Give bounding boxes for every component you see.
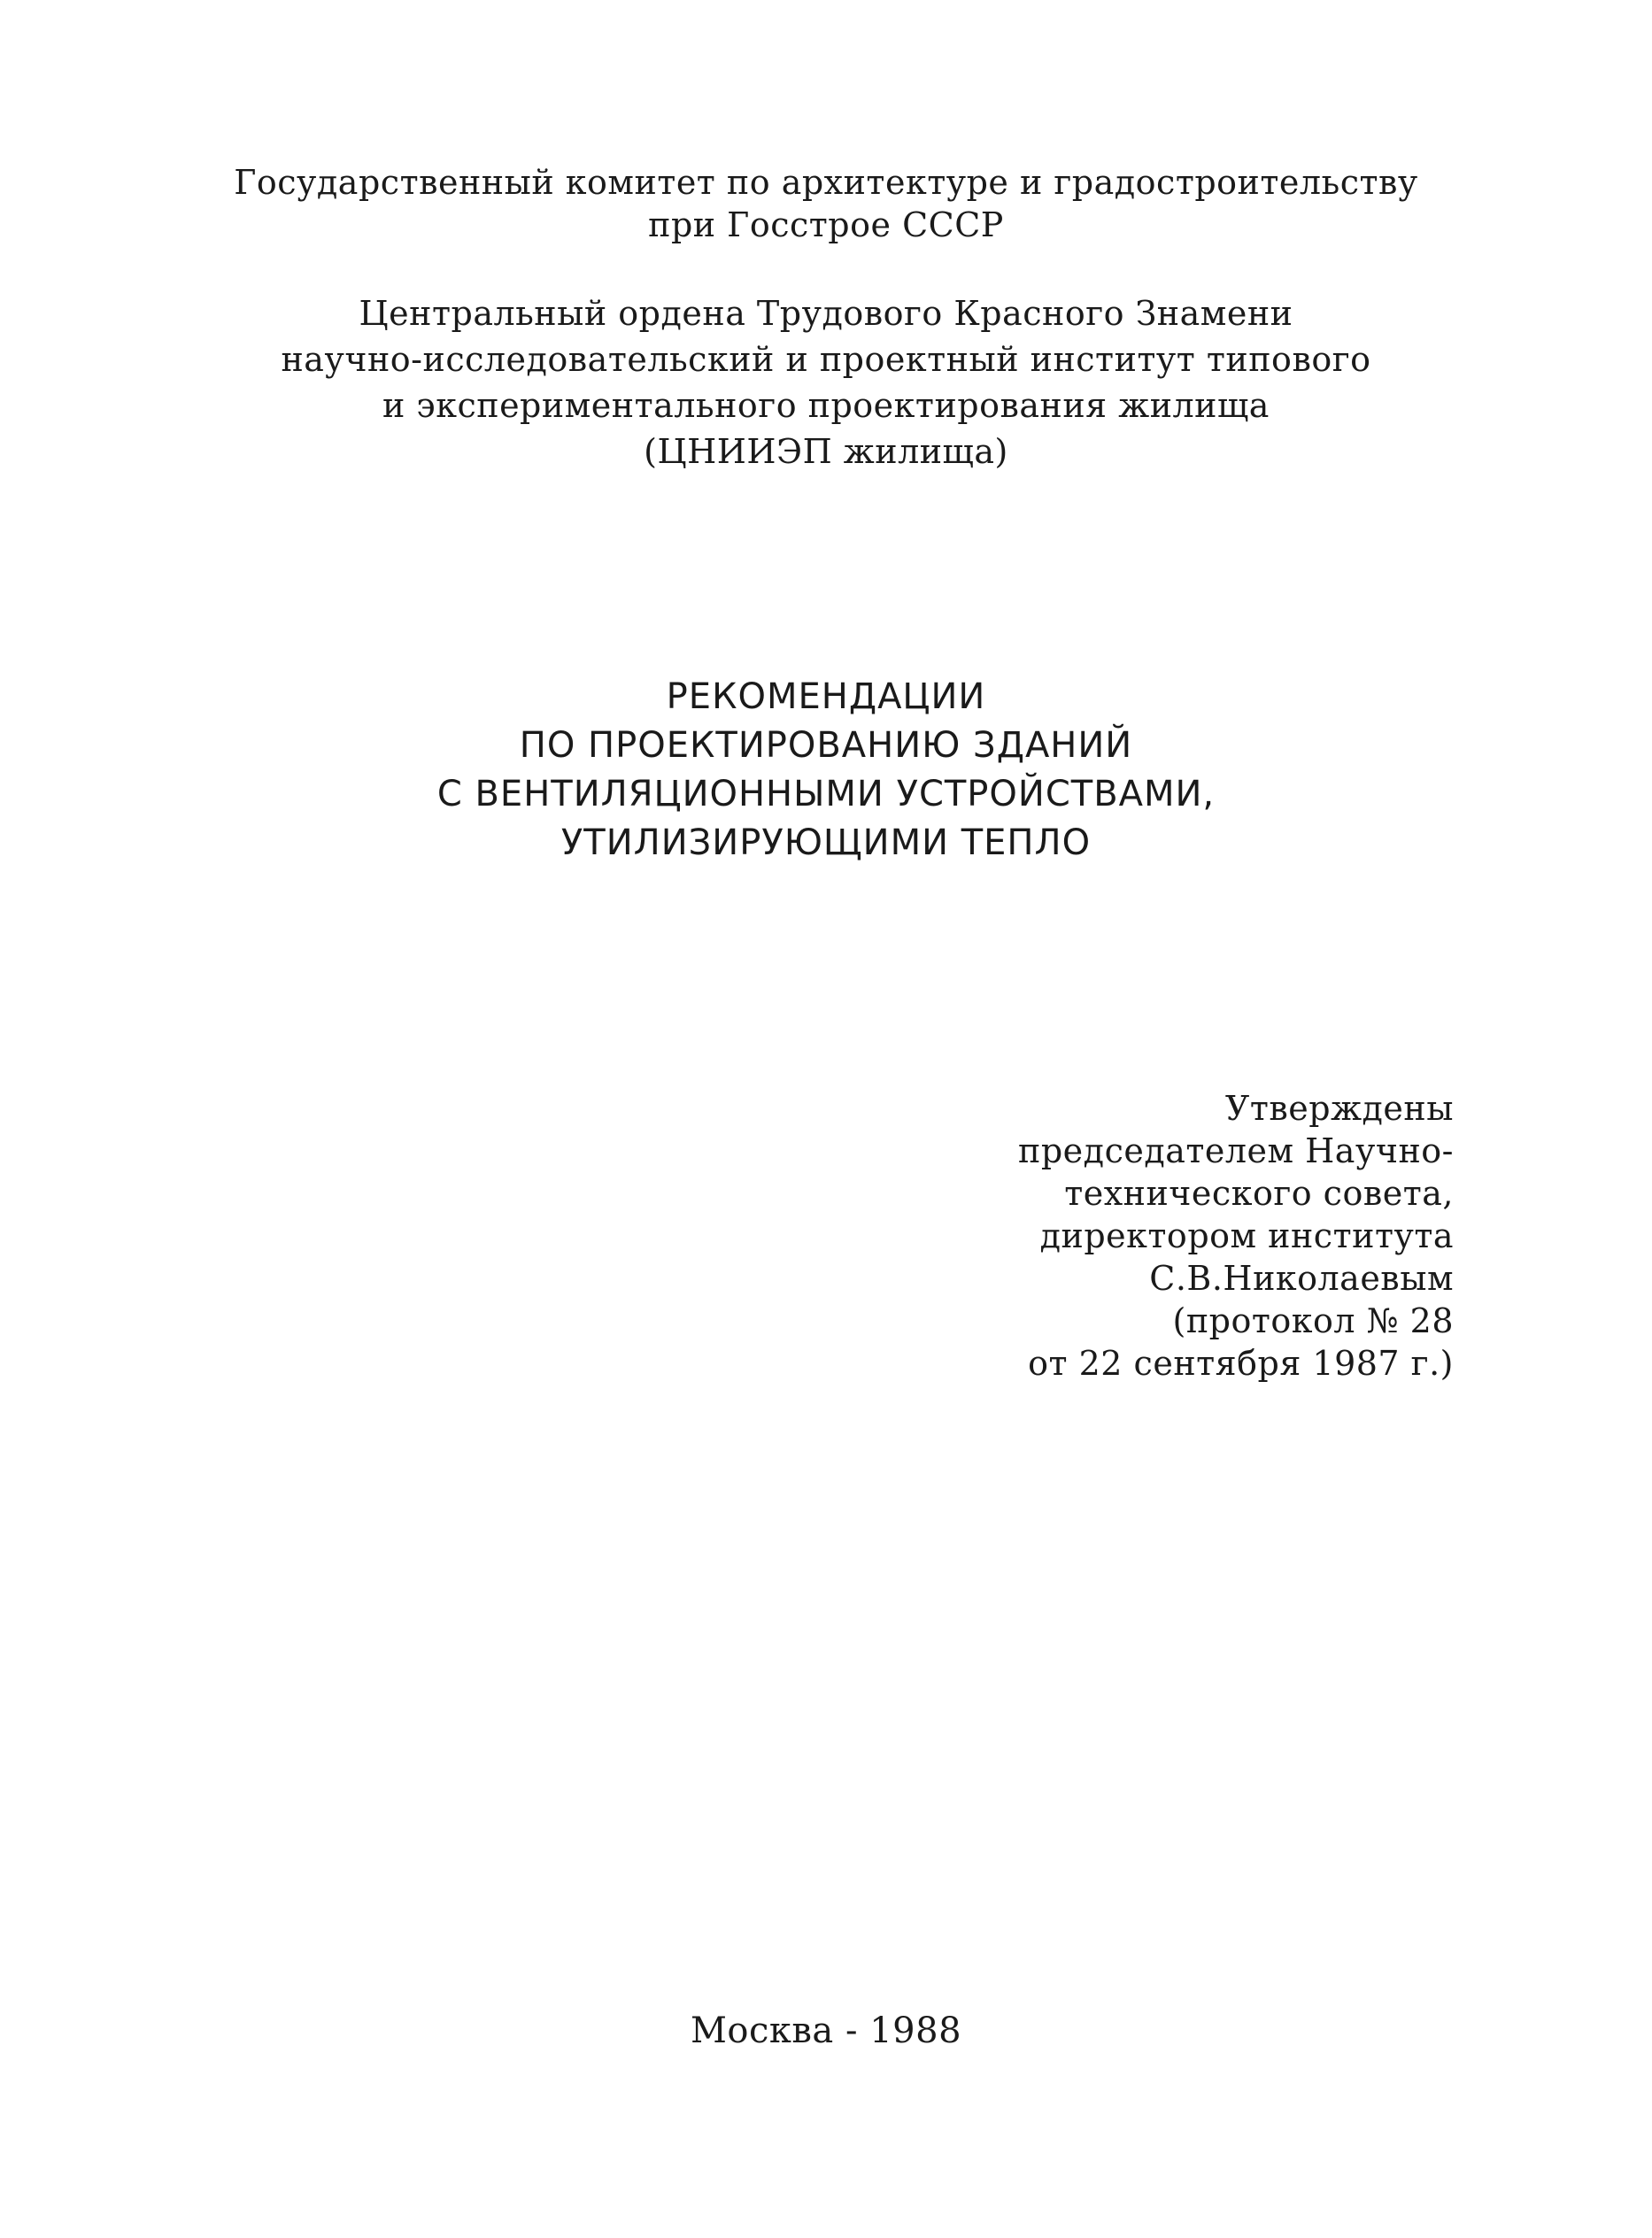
title-line: РЕКОМЕНДАЦИИ [666,676,986,717]
approval-note [1018,1087,1454,1385]
title-line: УТИЛИЗИРУЮЩИМИ ТЕПЛО [560,822,1092,863]
committee-line: Государственный комитет по архитектуре и градостроительству [234,163,1418,202]
publication-place-year [0,2010,1652,2052]
approval-line: С.В.Николаевым [1149,1259,1454,1298]
approval-line: Утверждены [1224,1089,1454,1128]
approval-line: председателем Научно- [1018,1131,1454,1170]
approval-line: (протокол № 28 [1172,1301,1454,1340]
institute-line: и экспериментального проектирования жилища [382,386,1270,425]
document-title [0,673,1652,868]
title-line: С ВЕНТИЛЯЦИОННЫМИ УСТРОЙСТВАМИ, [436,774,1216,814]
footer-line: Москва - 1988 [690,2010,962,2051]
institute-line: (ЦНИИЭП жилища) [644,432,1008,471]
institute-header [0,290,1652,475]
committee-line: при Госстрое СССР [648,205,1004,244]
institute-line: научно-исследовательский и проектный институт типового [281,340,1371,379]
committee-header [0,161,1652,246]
institute-line: Центральный ордена Трудового Красного Знамени [359,294,1293,333]
approval-line: технического совета, [1064,1174,1454,1213]
title-line: ПО ПРОЕКТИРОВАНИЮ ЗДАНИЙ [519,725,1133,766]
approval-line: директором института [1039,1216,1454,1255]
approval-line: от 22 сентября 1987 г.) [1028,1344,1454,1383]
